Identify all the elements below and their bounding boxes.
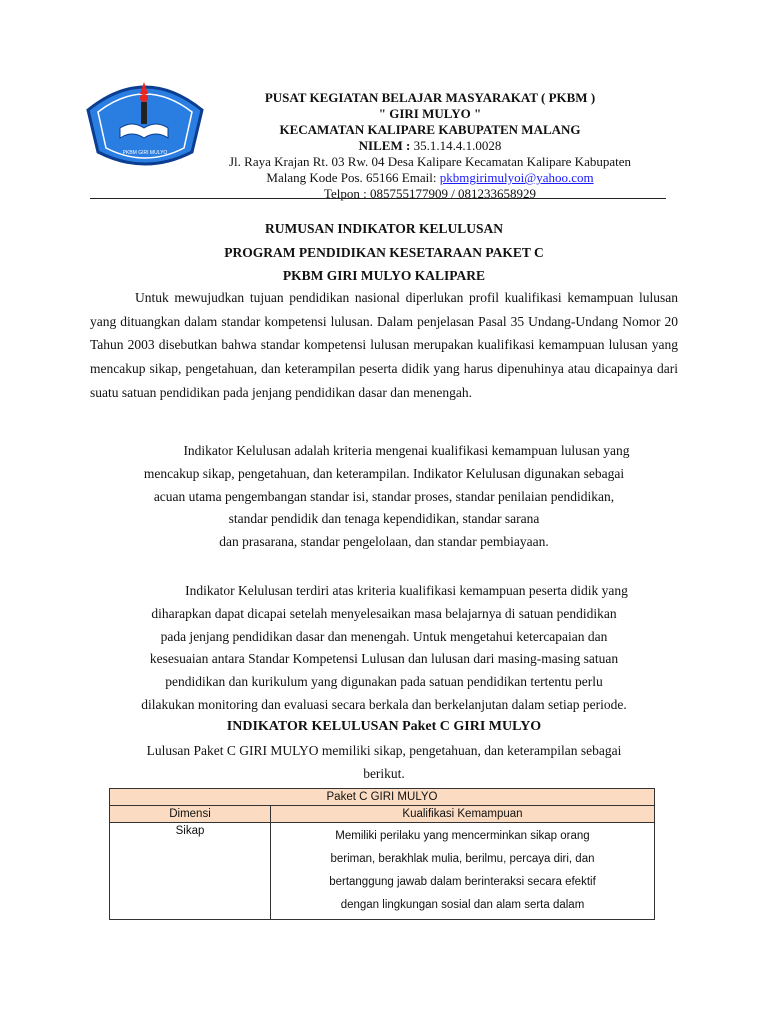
doc-title-2: PROGRAM PENDIDIKAN KESETARAAN PAKET C (224, 245, 544, 260)
org-name: PUSAT KEGIATAN BELAJAR MASYARAKAT ( PKBM ) (264, 90, 596, 105)
col-header-dimensi: Dimensi (110, 806, 271, 823)
paragraph-3-line: dilakukan monitoring dan evaluasi secara berkala dan berkelanjutan dalam setiap periode. (141, 696, 627, 712)
address-line-2 (200, 170, 660, 186)
paragraph-3-line: Indikator Kelulusan terdiri atas kriteria kualifikasi kemampuan peserta didik yang (185, 583, 628, 598)
table-header-row (110, 806, 655, 823)
cell-dimensi: Sikap (110, 823, 271, 920)
cell-line: Memiliki perilaku yang mencerminkan sikap orang (335, 830, 590, 842)
nilem-line (200, 138, 660, 154)
paragraph-2 (90, 440, 678, 554)
doc-title-1: RUMUSAN INDIKATOR KELULUSAN (264, 221, 504, 236)
paragraph-1 (90, 286, 678, 405)
nilem-value: 35.1.14.4.1.0028 (413, 138, 502, 153)
pkbm-logo (80, 72, 210, 172)
address-line-1: Jl. Raya Krajan Rt. 03 Rw. 04 Desa Kalipare Kecamatan Kalipare Kabupaten (228, 154, 631, 169)
paragraph-3-line: pada jenjang pendidikan dasar dan menengah. Untuk mengetahui ketercapaian dan (160, 628, 608, 644)
paragraph-3-line: diharapkan dapat dicapai setelah menyelesaikan masa belajarnya di satuan pendidikan (151, 605, 617, 621)
section-heading: INDIKATOR KELULUSAN Paket C GIRI MULYO (226, 719, 542, 734)
paragraph-3 (90, 580, 678, 717)
org-short-name: " GIRI MULYO " (378, 106, 482, 121)
table-caption: Paket C GIRI MULYO (110, 789, 655, 806)
doc-title-3: PKBM GIRI MULYO KALIPARE (282, 268, 486, 283)
cell-line: beriman, berakhlak mulia, berilmu, percaya diri, dan (330, 853, 595, 865)
logo-text: PKBM GIRI MULYO (122, 150, 168, 156)
cell-kualifikasi (271, 823, 655, 920)
paragraph-2-line: mencakup sikap, pengetahuan, dan keterampilan. Indikator Kelulusan digunakan sebagai (143, 465, 625, 481)
intro-line: berikut. (363, 765, 405, 781)
intro-text (90, 740, 678, 786)
intro-line: Lulusan Paket C GIRI MULYO memiliki sikap, pengetahuan, dan keterampilan sebagai (146, 743, 622, 758)
letterhead (200, 90, 660, 202)
cell-line: dengan lingkungan sosial dan alam serta dalam (340, 899, 585, 911)
cell-line: bertanggung jawab dalam berinteraksi secara efektif (329, 876, 596, 888)
org-location: KECAMATAN KALIPARE KABUPATEN MALANG (279, 122, 581, 137)
table-row (110, 823, 655, 920)
header-divider (90, 198, 666, 199)
paragraph-2-line: Indikator Kelulusan adalah kriteria mengenai kualifikasi kemampuan lulusan yang (183, 443, 630, 458)
paragraph-2-line: standar pendidik dan tenaga kependidikan, standar sarana (228, 511, 540, 527)
email-link[interactable]: pkbmgirimulyoi@yahoo.com (439, 170, 594, 185)
nilem-label: NILEM : (358, 138, 411, 153)
col-header-kualifikasi: Kualifikasi Kemampuan (271, 806, 655, 823)
indicator-table (109, 788, 655, 920)
address-prefix: Malang Kode Pos. 65166 Email: (266, 170, 437, 185)
paragraph-3-line: kesesuaian antara Standar Kompetensi Lulusan dan lulusan dari masing-masing satuan (149, 651, 619, 667)
table-caption-row (110, 789, 655, 806)
paragraph-2-line: dan prasarana, standar pengelolaan, dan standar pembiayaan. (219, 534, 549, 550)
paragraph-2-line: acuan utama pengembangan standar isi, standar proses, standar penilaian pendidikan, (153, 488, 615, 504)
phone-line: Telpon : 085755177909 / 081233658929 (323, 186, 537, 201)
paragraph-3-line: pendidikan dan kurikulum yang digunakan pada satuan pendidikan tertentu perlu (165, 674, 603, 690)
paragraph-1-text: Untuk mewujudkan tujuan pendidikan nasional diperlukan profil kualifikasi kemampuan lulusan yang dituangkan dalam standar kompetensi lulusan. Dalam penjelasan Pasal 35 Undang-Undang Nomor 20 Tahun 2003 disebutkan bahwa standar kompetensi lulusan merupakan kualifikasi kemampuan lulusan yang mencakup sikap, pengetahuan, dan keterampilan peserta didik yang harus dipenuhinya atau dicapainya dari suatu satuan pendidikan pada jenjang pendidikan dasar dan menengah. (90, 290, 678, 400)
